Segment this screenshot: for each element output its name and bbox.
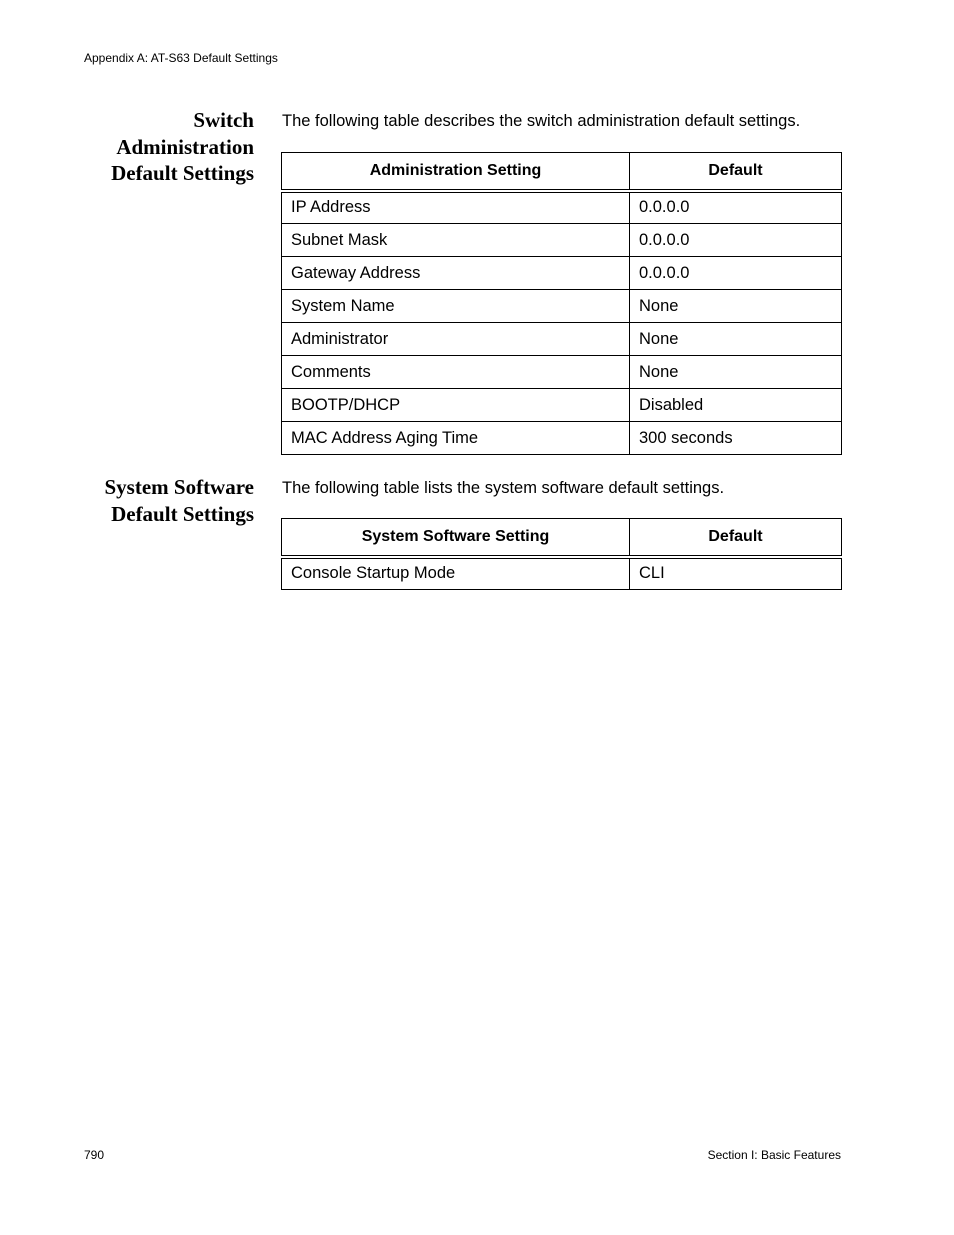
section-heading-switch-administration xyxy=(54,107,254,187)
heading-line: System Software xyxy=(104,475,254,499)
table-row xyxy=(282,323,842,356)
table-row xyxy=(282,224,842,257)
column-header-default: Default xyxy=(630,153,842,191)
table-row xyxy=(282,191,842,224)
default-cell: 0.0.0.0 xyxy=(630,224,842,257)
footer-section-title: Section I: Basic Features xyxy=(707,1148,841,1162)
setting-cell: IP Address xyxy=(282,191,630,224)
setting-cell: MAC Address Aging Time xyxy=(282,422,630,455)
heading-line: Default Settings xyxy=(111,161,254,185)
setting-cell: BOOTP/DHCP xyxy=(282,389,630,422)
setting-cell: System Name xyxy=(282,290,630,323)
column-header-default: Default xyxy=(630,519,842,557)
table-row xyxy=(282,557,842,590)
table-header-row xyxy=(282,519,842,557)
heading-line: Administration xyxy=(116,134,254,159)
running-header: Appendix A: AT-S63 Default Settings xyxy=(84,51,278,65)
default-cell: CLI xyxy=(630,557,842,590)
setting-cell: Administrator xyxy=(282,323,630,356)
setting-cell: Comments xyxy=(282,356,630,389)
table-row xyxy=(282,257,842,290)
administration-settings-table xyxy=(281,152,842,455)
default-cell: 300 seconds xyxy=(630,422,842,455)
column-header-setting: Administration Setting xyxy=(282,153,630,191)
default-cell: None xyxy=(630,290,842,323)
default-cell: None xyxy=(630,323,842,356)
table-row xyxy=(282,422,842,455)
default-cell: Disabled xyxy=(630,389,842,422)
default-cell: None xyxy=(630,356,842,389)
setting-cell: Gateway Address xyxy=(282,257,630,290)
setting-cell: Subnet Mask xyxy=(282,224,630,257)
section-heading-system-software xyxy=(54,474,254,527)
table-row xyxy=(282,389,842,422)
system-software-settings-table xyxy=(281,518,842,590)
default-cell: 0.0.0.0 xyxy=(630,257,842,290)
setting-cell: Console Startup Mode xyxy=(282,557,630,590)
heading-line: Default Settings xyxy=(111,501,254,526)
section-intro-text: The following table describes the switch administration default settings. xyxy=(282,112,801,130)
page-number: 790 xyxy=(84,1148,105,1162)
table-header-row xyxy=(282,153,842,191)
default-cell: 0.0.0.0 xyxy=(630,191,842,224)
heading-line: Switch xyxy=(193,108,254,132)
table-row xyxy=(282,356,842,389)
table-row xyxy=(282,290,842,323)
section-intro-text: The following table lists the system software default settings. xyxy=(282,479,725,497)
column-header-setting: System Software Setting xyxy=(282,519,630,557)
